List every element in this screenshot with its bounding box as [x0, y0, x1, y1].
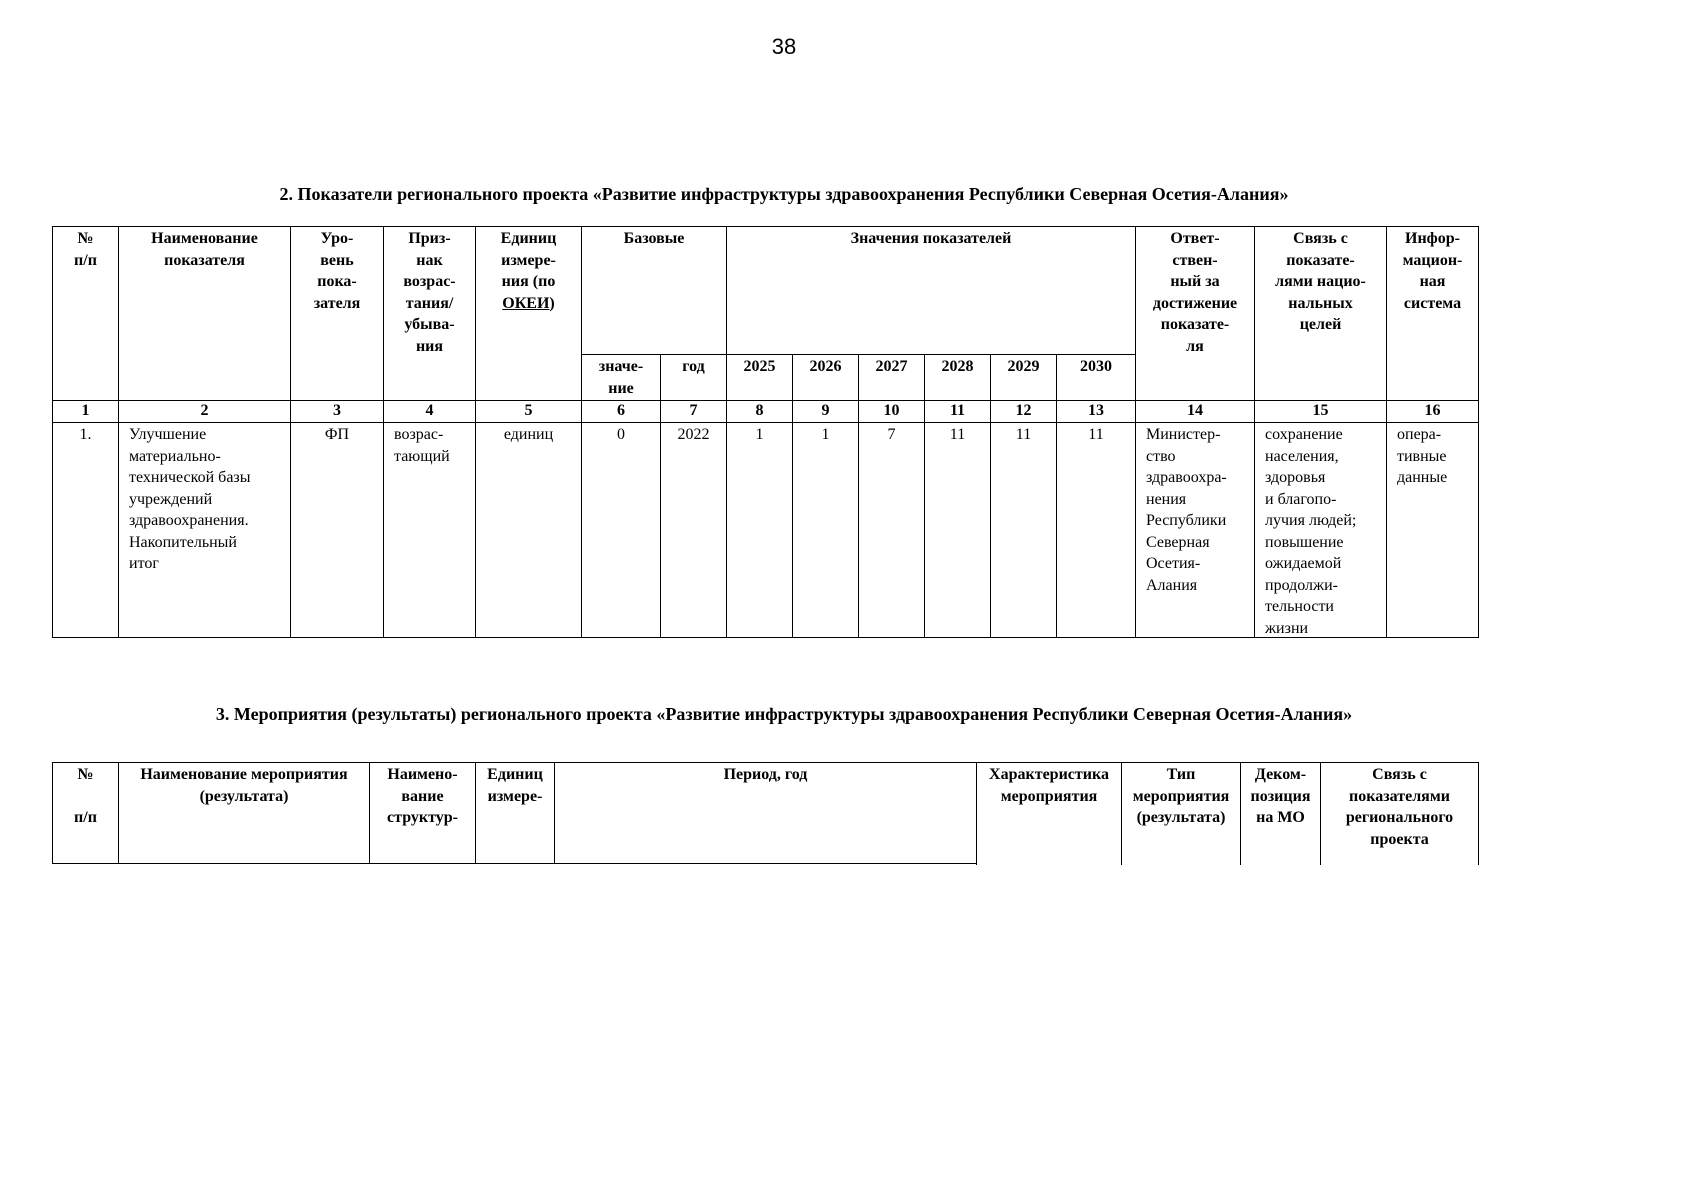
activities-table: [52, 762, 1478, 865]
column-number: 2: [118, 400, 290, 422]
header-activity-name: Наименование мероприятия (результата): [118, 762, 369, 864]
column-number: 13: [1056, 400, 1135, 422]
column-number: 3: [290, 400, 383, 422]
row-value-2030: 11: [1056, 422, 1135, 638]
row-unit: единиц: [475, 422, 581, 638]
header-name: Наименование показателя: [118, 226, 290, 400]
header-year-2025: 2025: [726, 354, 792, 400]
header-base-value: значе- ние: [581, 354, 660, 400]
header-year-2029: 2029: [990, 354, 1056, 400]
column-number: 6: [581, 400, 660, 422]
header-decomposition: Деком- позиция на МО: [1240, 762, 1320, 865]
header-year-2028: 2028: [924, 354, 990, 400]
header-year-2027: 2027: [858, 354, 924, 400]
row-link: сохранение населения, здоровья и благопо- лучия людей; повышение ожидаемой продолжи- тельности жизни: [1254, 422, 1386, 638]
column-number: 1: [52, 400, 118, 422]
header-num: № п/п: [52, 226, 118, 400]
row-level: ФП: [290, 422, 383, 638]
row-info-system: опера- тивные данные: [1386, 422, 1478, 638]
row-responsible: Министер- ство здравоохра- нения Республики Северная Осетия- Алания: [1135, 422, 1254, 638]
column-number: 10: [858, 400, 924, 422]
table-right-border: [1478, 762, 1479, 865]
header-link: Связь с показателями регионального проекта: [1320, 762, 1478, 865]
indicators-table: [52, 226, 1478, 638]
column-number: 7: [660, 400, 726, 422]
header-characteristic: Характеристика мероприятия: [976, 762, 1121, 865]
column-number: 4: [383, 400, 475, 422]
header-responsible: Ответ- ствен- ный за достижение показате- ля: [1135, 226, 1254, 400]
page-number: 38: [771, 34, 797, 59]
row-base-value: 0: [581, 422, 660, 638]
row-num: 1.: [52, 422, 118, 638]
table-right-border: [1478, 226, 1479, 638]
row-value-2027: 7: [858, 422, 924, 638]
column-number: 9: [792, 400, 858, 422]
header-values: Значения показателей: [726, 226, 1135, 354]
column-number: 12: [990, 400, 1056, 422]
row-value-2028: 11: [924, 422, 990, 638]
column-number: 15: [1254, 400, 1386, 422]
column-number: 11: [924, 400, 990, 422]
header-unit: Единиц измере- ния (по ОКЕИ): [475, 226, 581, 400]
header-level: Уро- вень пока- зателя: [290, 226, 383, 400]
column-number: 14: [1135, 400, 1254, 422]
row-trend: возрас- тающий: [383, 422, 475, 638]
header-base-year: год: [660, 354, 726, 400]
okei-link: ОКЕИ: [502, 294, 550, 312]
header-period: Период, год: [554, 762, 976, 864]
row-base-year: 2022: [660, 422, 726, 638]
row-indicator-name: Улучшение материально- технической базы учреждений здравоохранения. Накопительный итог: [118, 422, 290, 638]
column-number: 8: [726, 400, 792, 422]
column-number: 16: [1386, 400, 1478, 422]
header-link: Связь с показате- лями нацио- нальных целей: [1254, 226, 1386, 400]
header-structure: Наимено- вание структур-: [369, 762, 475, 864]
table-bottom-border: [52, 863, 977, 864]
header-num: № п/п: [52, 762, 118, 864]
column-number: 5: [475, 400, 581, 422]
table-bottom-border: [52, 637, 1479, 638]
row-value-2025: 1: [726, 422, 792, 638]
row-value-2029: 11: [990, 422, 1056, 638]
header-base: Базовые: [581, 226, 726, 354]
header-info-system: Инфор- мацион- ная система: [1386, 226, 1478, 400]
header-year-2030: 2030: [1056, 354, 1135, 400]
row-value-2026: 1: [792, 422, 858, 638]
section-3-title: 3. Мероприятия (результаты) регионального проекта «Развитие инфраструктуры здравоохранения Республики Северная Осетия-Алания»: [215, 704, 1353, 724]
header-type: Тип мероприятия (результата): [1121, 762, 1240, 865]
header-unit: Единиц измере-: [475, 762, 554, 864]
header-year-2026: 2026: [792, 354, 858, 400]
section-2-title: 2. Показатели регионального проекта «Развитие инфраструктуры здравоохранения Республики Северная Осетия-Алания»: [279, 184, 1289, 204]
header-trend: Приз- нак возрас- тания/ убыва- ния: [383, 226, 475, 400]
